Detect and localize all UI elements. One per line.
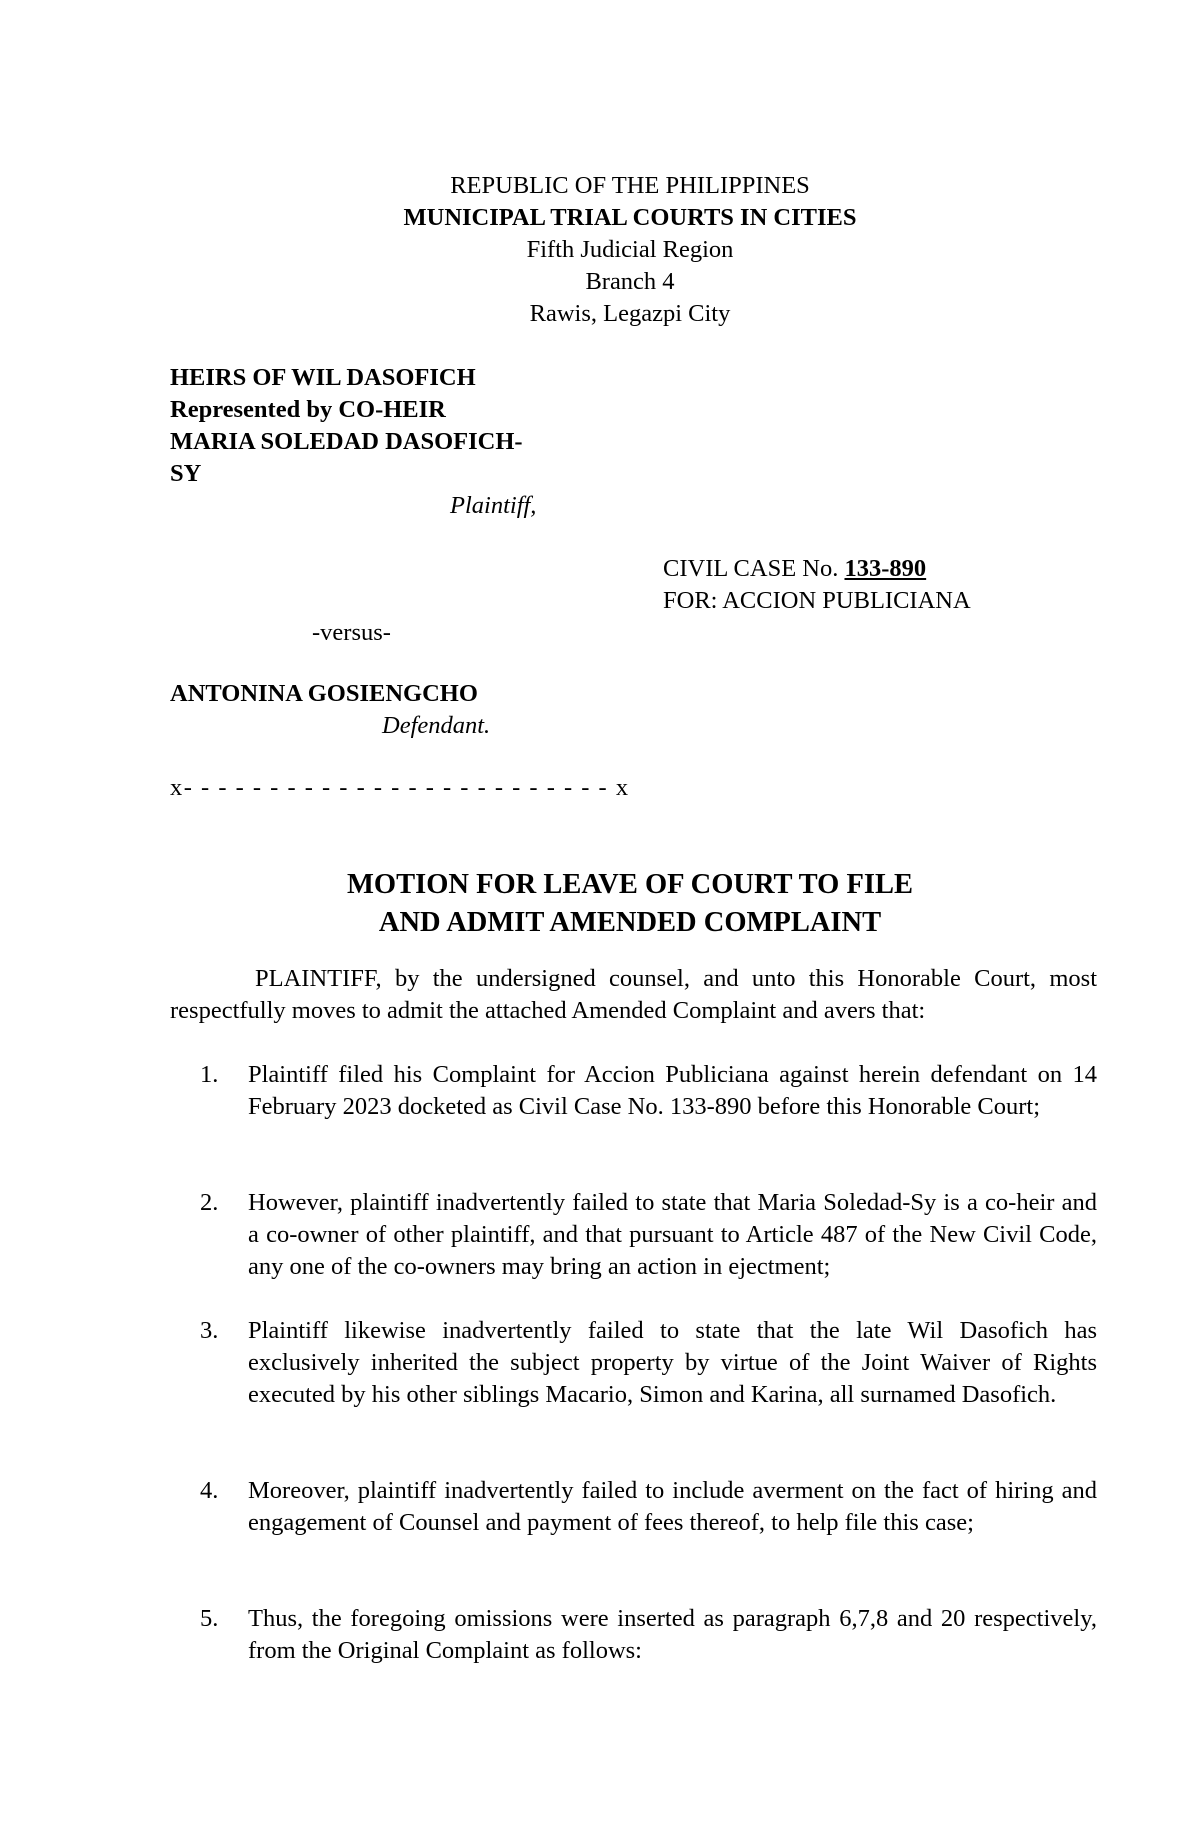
plaintiff-line-4: SY — [170, 460, 202, 487]
caption-separator: x- - - - - - - - - - - - - - - - - - - - - - - - - x — [170, 774, 630, 801]
paragraph-text: Plaintiff filed his Complaint for Accion Publiciana against herein defendant on 14 February 2023 docketed as Civil Case No. 133-890 before this Honorable Court; — [248, 1061, 1097, 1120]
paragraph-number: 4. — [200, 1477, 219, 1504]
plaintiff-role: Plaintiff, — [450, 492, 537, 519]
paragraph-text: However, plaintiff inadvertently failed to state that Maria Soledad-Sy is a co-heir and a co-owner of other plaintiff, and that pursuant to Article 487 of the New Civil Code, any one of the co-owners may bring an action in ejectment; — [248, 1189, 1097, 1280]
motion-title-line-1: MOTION FOR LEAVE OF COURT TO FILE — [347, 869, 913, 900]
header-court-name: MUNICIPAL TRIAL COURTS IN CITIES — [403, 204, 857, 231]
paragraph-text: Thus, the foregoing omissions were inserted as paragraph 6,7,8 and 20 respectively, from the Original Complaint as follows: — [248, 1605, 1097, 1664]
intro-paragraph: PLAINTIFF, by the undersigned counsel, and unto this Honorable Court, most respectfully moves to admit the attached Amended Complaint and avers that: — [170, 965, 1097, 1024]
motion-title-line-2: AND ADMIT AMENDED COMPLAINT — [378, 907, 882, 938]
case-nature: FOR: ACCION PUBLICIANA — [663, 587, 971, 614]
defendant-name: ANTONINA GOSIENGCHO — [170, 680, 478, 707]
paragraph-number: 5. — [200, 1605, 219, 1632]
civil-case-number-value: 133-890 — [844, 555, 927, 582]
plaintiff-line-3: MARIA SOLEDAD DASOFICH- — [170, 428, 523, 455]
header-republic: REPUBLIC OF THE PHILIPPINES — [450, 172, 810, 199]
paragraph-number: 2. — [200, 1189, 219, 1216]
header-region: Fifth Judicial Region — [526, 236, 734, 263]
header-location: Rawis, Legazpi City — [529, 300, 731, 327]
defendant-role: Defendant. — [382, 712, 491, 739]
header-branch: Branch 4 — [585, 268, 675, 295]
civil-case-prefix: CIVIL CASE No. — [663, 555, 845, 582]
paragraph-number: 3. — [200, 1317, 219, 1344]
civil-case-number — [663, 553, 926, 585]
plaintiff-line-2: Represented by CO-HEIR — [170, 396, 446, 423]
paragraph-text: Plaintiff likewise inadvertently failed to state that the late Wil Dasofich has exclusively inherited the subject property by virtue of the Joint Waiver of Rights executed by his other siblings Macario, Simon and Karina, all surnamed Dasofich. — [248, 1317, 1097, 1408]
versus-label: -versus- — [312, 619, 391, 646]
paragraph-text: Moreover, plaintiff inadvertently failed to include averment on the fact of hiring and engagement of Counsel and payment of fees thereof, to help file this case; — [248, 1477, 1097, 1536]
paragraph-number: 1. — [200, 1061, 219, 1088]
plaintiff-line-1: HEIRS OF WIL DASOFICH — [170, 364, 476, 391]
